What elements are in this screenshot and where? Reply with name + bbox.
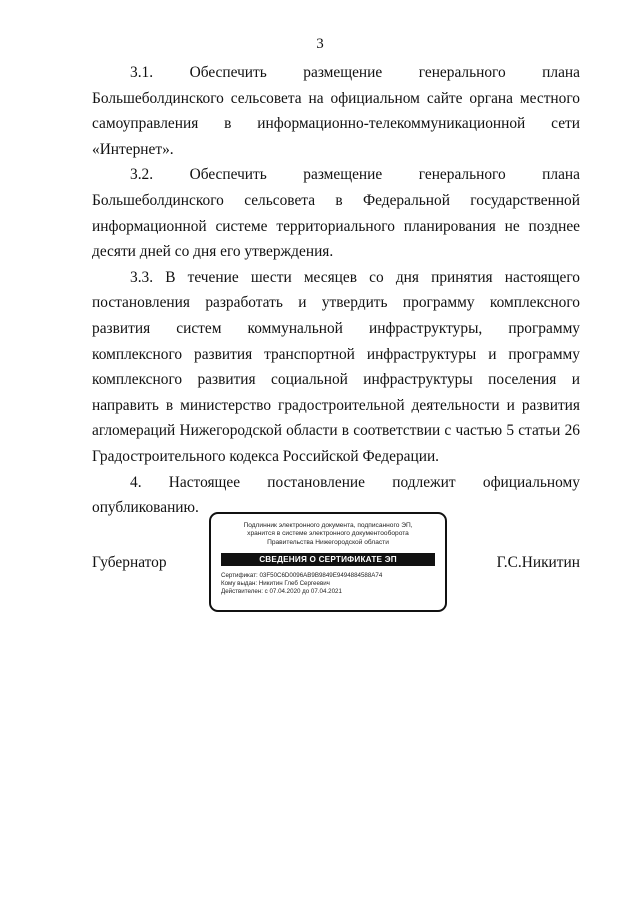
- stamp-note-line: хранится в системе электронного документооборота: [247, 530, 409, 538]
- page-number: 3: [316, 36, 324, 52]
- paragraph-3-1: 3.1. Обеспечить размещение генерального плана Большеболдинского сельсовета на официальном сайте органа местного самоуправления в информационно-телекоммуникационной сети «Интернет».: [92, 64, 580, 158]
- paragraph-3-2: 3.2. Обеспечить размещение генерального плана Большеболдинского сельсовета в Федеральной государственной информационной системе территориального планирования не позднее десяти дней со дня его утверждения.: [92, 166, 580, 261]
- paragraph-3-3: 3.3. В течение шести месяцев со дня принятия настоящего постановления разработать и утвердить программу комплексного развития систем коммунальной инфраструктуры, программу комплексного развития транспортной инфраструктуры и программу комплексного развития социальной инфраструктуры поселения и направить в министерство градостроительной деятельности и развития агломераций Нижегородской области в соответствии с частью 5 статьи 26 Градостроительного кодекса Российской Федерации.: [92, 268, 580, 465]
- certificate-number: Сертификат: 03F50C6D0096AB9B9849E9494884588A74: [221, 572, 383, 580]
- paragraph-4: 4. Настоящее постановление подлежит официальному опубликованию.: [92, 473, 580, 517]
- signatory-name: Г.С.Никитин: [496, 554, 580, 571]
- stamp-note-line: Подлинник электронного документа, подписанного ЭП,: [243, 522, 413, 529]
- certificate-validity: Действителен: с 07.04.2020 до 07.04.2021: [221, 588, 342, 596]
- stamp-note-line: Правительства Нижегородской области: [267, 538, 389, 546]
- stamp-banner: СВЕДЕНИЯ О СЕРТИФИКАТЕ ЭП: [221, 553, 435, 566]
- signature-block: [92, 512, 580, 618]
- document-body: [92, 60, 580, 521]
- electronic-signature-stamp: [209, 512, 447, 612]
- certificate-owner: Кому выдан: Никитин Глеб Сергеевич: [221, 580, 330, 588]
- stamp-note: [211, 522, 445, 547]
- signatory-position: Губернатор: [92, 554, 167, 571]
- certificate-details: [221, 572, 435, 596]
